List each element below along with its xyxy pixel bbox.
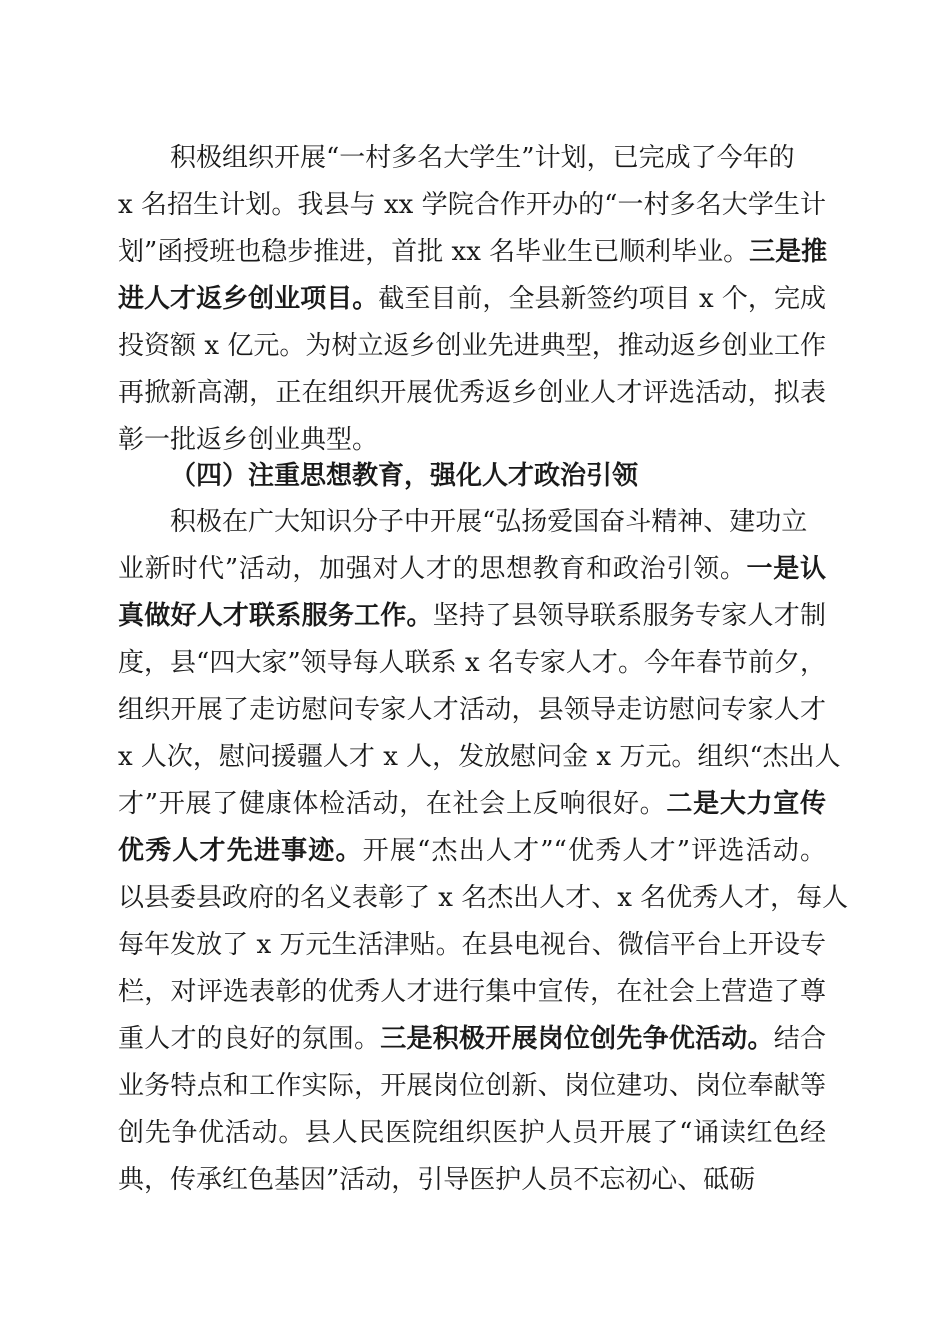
text-run: 彰一批返乡创业典型。 — [118, 425, 379, 455]
text-line — [118, 279, 826, 319]
text-line — [118, 1019, 826, 1059]
bold-lead-phrase: 三是积极开展岗位创先争优活动。 — [380, 1024, 774, 1054]
text-run: 截至目前，全县新签约项目 x 个，完成 — [378, 284, 826, 314]
text-line — [118, 596, 826, 636]
text-run: 度，县“四大家”领导每人联系 x 名专家人才。今年春节前夕， — [118, 648, 826, 678]
text-line — [118, 643, 826, 683]
text-line — [118, 326, 826, 366]
text-run: 投资额 x 亿元。为树立返乡创业先进典型，推动返乡创业工作 — [118, 331, 826, 361]
text-run: 栏，对评选表彰的优秀人才进行集中宣传，在社会上营造了尊 — [118, 977, 826, 1007]
text-run: 结合 — [773, 1024, 826, 1054]
bold-lead-phrase: 二是大力宣传 — [666, 789, 826, 819]
text-line — [170, 138, 795, 178]
text-line — [118, 185, 826, 225]
text-run: 每年发放了 x 万元生活津贴。在县电视台、微信平台上开设专 — [118, 930, 826, 960]
bold-lead-phrase: 优秀人才先进事迹。 — [118, 836, 363, 866]
text-run: 坚持了县领导联系服务专家人才制 — [432, 601, 826, 631]
text-run: x 名招生计划。我县与 xx 学院合作开办的“一村多名大学生计 — [118, 190, 826, 220]
text-run: 典，传承红色基因”活动，引导医护人员不忘初心、砥砺 — [118, 1165, 756, 1195]
text-line — [118, 878, 849, 918]
text-run: 积极组织开展“一村多名大学生”计划，已完成了今年的 — [170, 143, 795, 173]
bold-lead-phrase: 三是推 — [749, 237, 828, 267]
text-line — [118, 373, 826, 413]
text-line — [118, 690, 826, 730]
text-run: 重人才的良好的氛围。 — [118, 1024, 381, 1054]
text-line — [118, 925, 826, 965]
bold-lead-phrase: 真做好人才联系服务工作。 — [118, 601, 433, 631]
text-run: 积极在广大知识分子中开展“弘扬爱国奋斗精神、建功立 — [170, 507, 808, 537]
text-line — [118, 1066, 826, 1106]
text-run: 业务特点和工作实际，开展岗位创新、岗位建功、岗位奉献等 — [118, 1071, 826, 1101]
text-run: 以县委县政府的名义表彰了 x 名杰出人才、x 名优秀人才，每人 — [118, 883, 849, 913]
text-line — [118, 232, 826, 272]
section-heading: （四）注重思想教育，强化人才政治引领 — [170, 461, 639, 491]
text-line — [118, 831, 826, 871]
bold-lead-phrase: 进人才返乡创业项目。 — [118, 284, 379, 314]
text-line — [118, 972, 826, 1012]
text-run: 开展“杰出人才”“优秀人才”评选活动。 — [362, 836, 826, 866]
text-line — [118, 549, 826, 589]
text-run: 才”开展了健康体检活动，在社会上反响很好。 — [118, 789, 667, 819]
text-run: 划”函授班也稳步推进，首批 xx 名毕业生已顺利毕业。 — [118, 237, 750, 267]
text-line — [170, 502, 807, 542]
text-run: 业新时代”活动，加强对人才的思想教育和政治引领。 — [118, 554, 747, 584]
text-run: 组织开展了走访慰问专家人才活动，县领导走访慰问专家人才 — [118, 695, 826, 725]
text-line — [118, 1113, 826, 1153]
bold-lead-phrase: 一是认 — [746, 554, 826, 584]
text-run: x 人次，慰问援疆人才 x 人，发放慰问金 x 万元。组织“杰出人 — [118, 742, 841, 772]
text-run: 再掀新高潮，正在组织开展优秀返乡创业人才评选活动，拟表 — [118, 378, 826, 408]
text-line — [118, 784, 826, 824]
text-line — [118, 737, 841, 777]
text-line — [118, 1160, 755, 1200]
text-line — [118, 420, 378, 460]
text-run: 创先争优活动。县人民医院组织医护人员开展了“诵读红色经 — [118, 1118, 826, 1148]
